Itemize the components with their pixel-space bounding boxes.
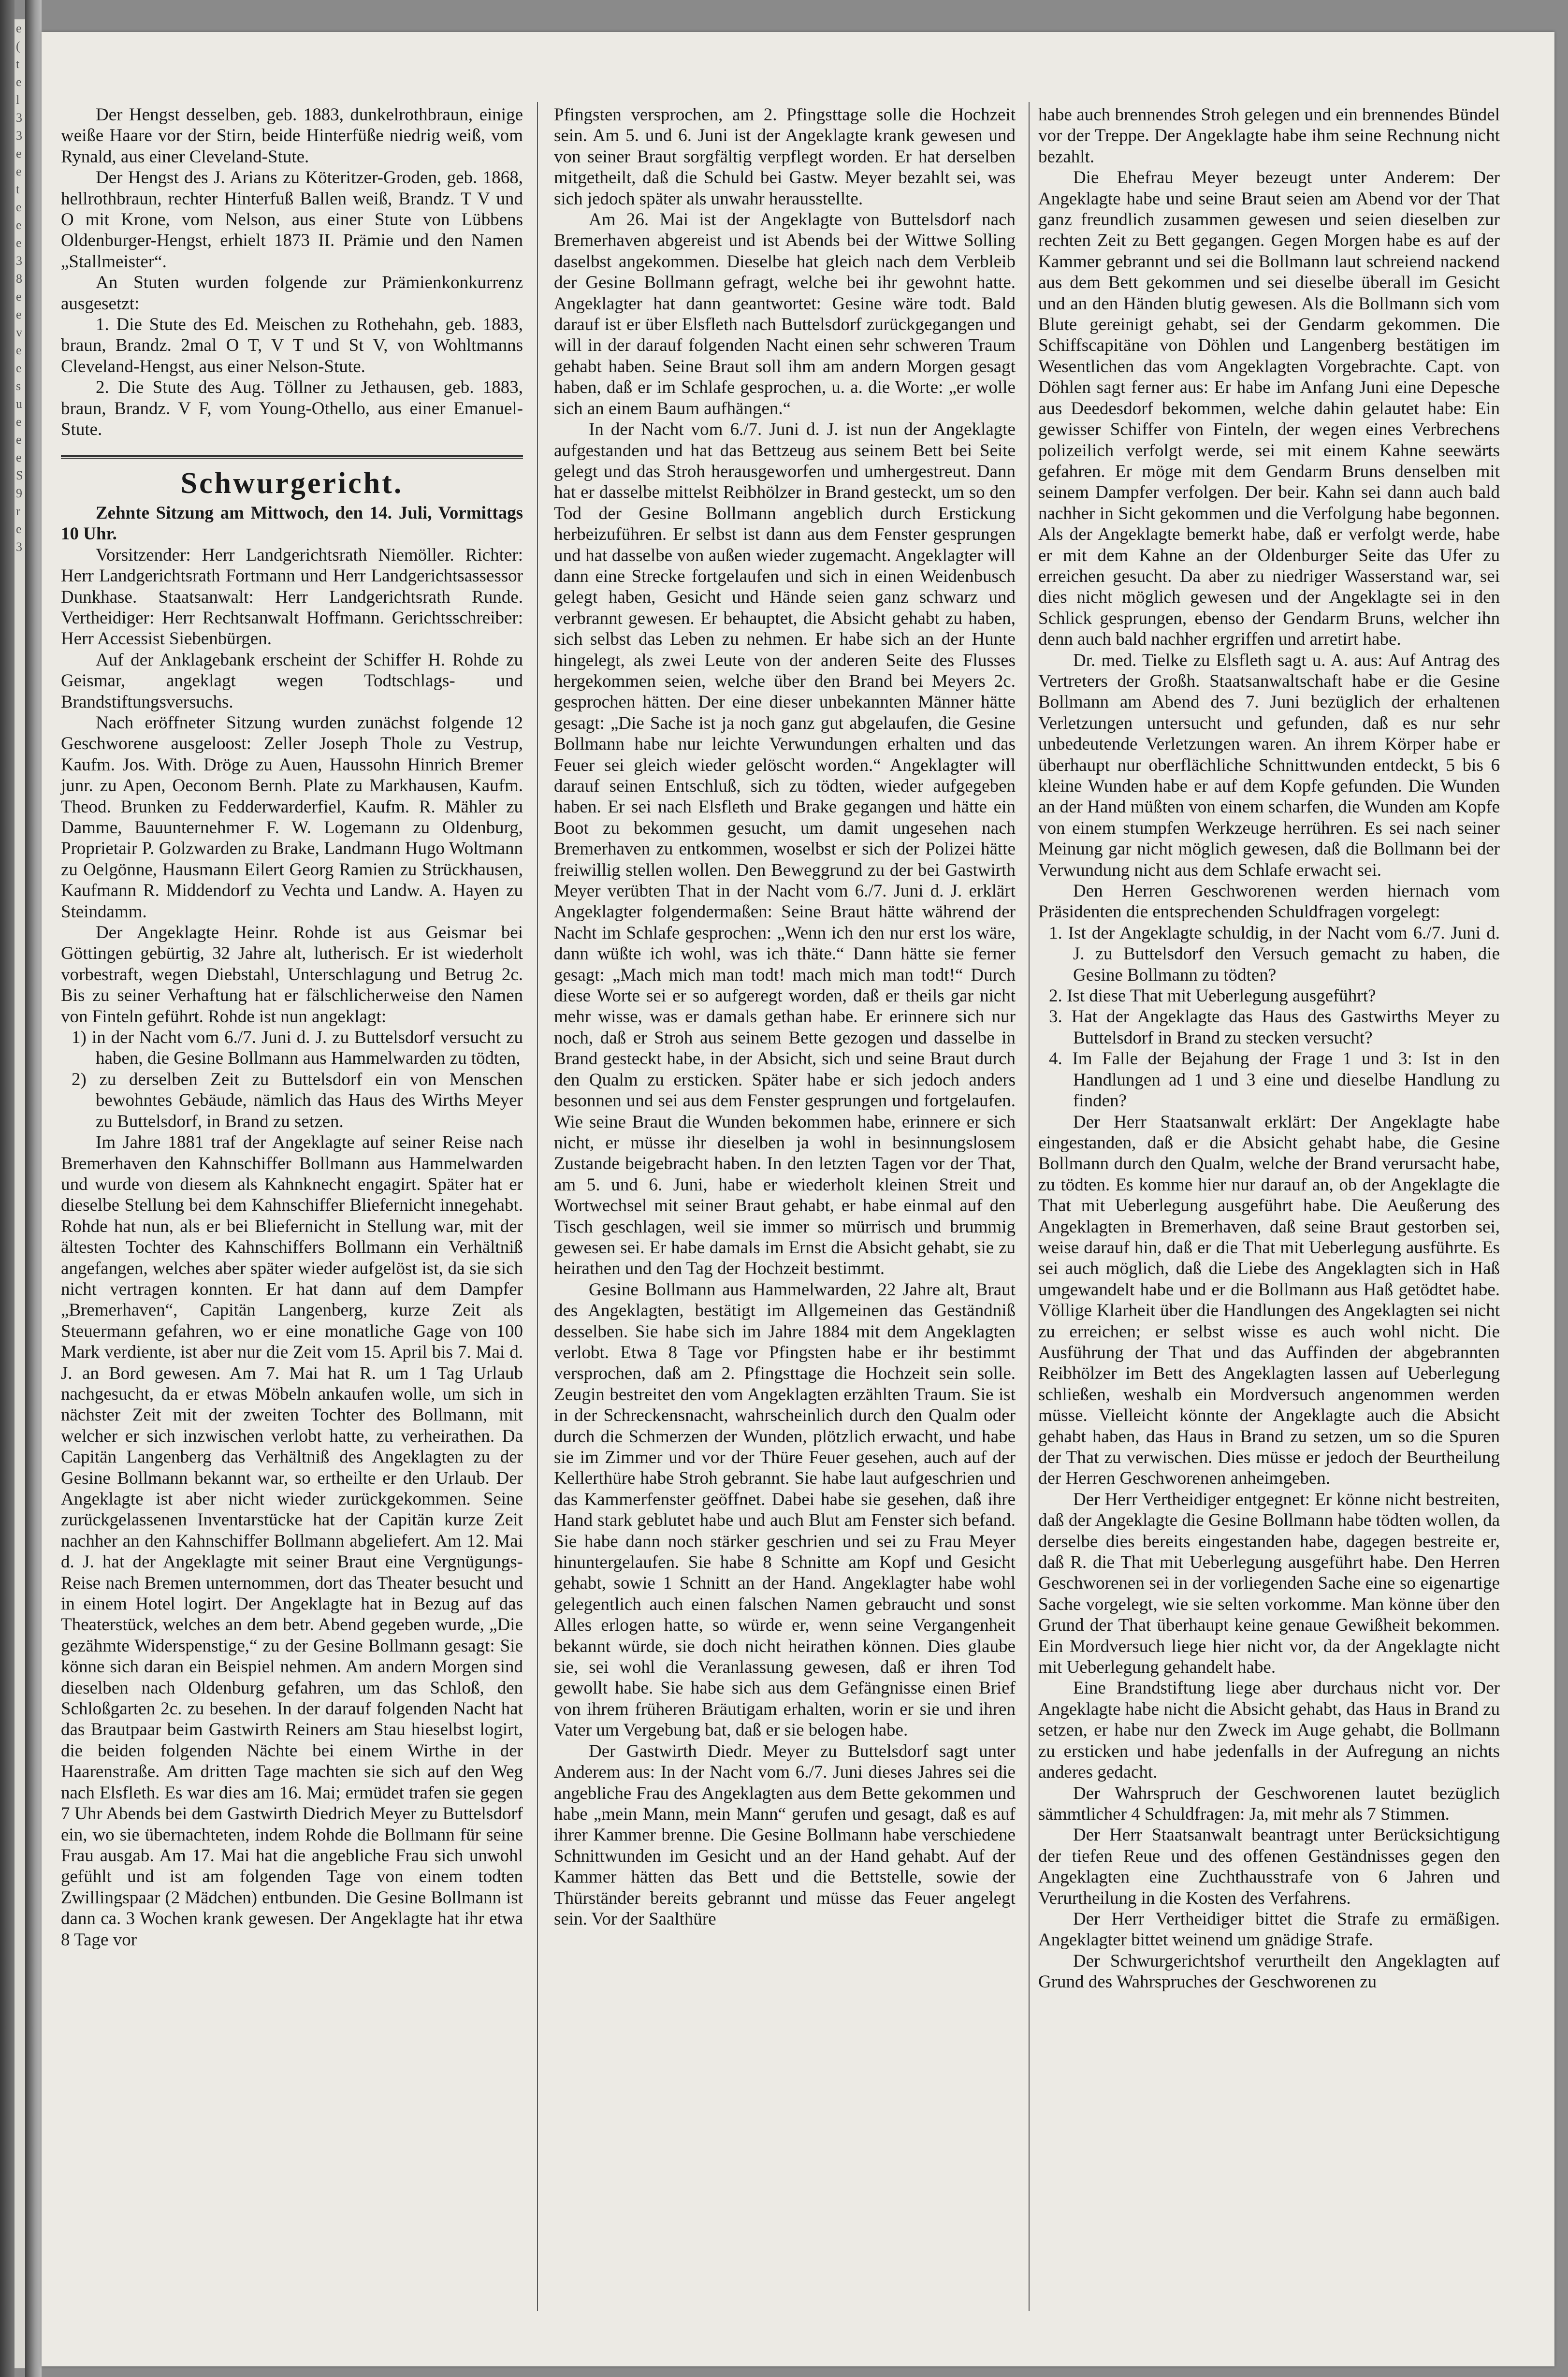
column-rule [1029,102,1030,2311]
page-gutter [25,0,42,2377]
session-line: Zehnte Sitzung am Mittwoch, den 14. Juli, Vormittags 10 Uhr. [61,503,523,544]
margin-fragment: r [16,504,20,518]
paragraph: Der Herr Vertheidiger bittet die Strafe zu ermäßigen. Angeklagter bittet weinend um gnädige Strafe. [1038,1909,1500,1950]
paragraph: Der Angeklagte Heinr. Rohde ist aus Geismar bei Göttingen gebürtig, 32 Jahre alt, lutherisch. Er ist wiederholt vorbestraft, wegen Diebstahl, Unterschlagung und Betrug 2c. Bis zu seiner Verhaftung hat er fälschlicherweise den Namen von Finteln geführt. Rohde ist nun angeklagt: [61,923,523,1027]
paragraph: Nach eröffneter Sitzung wurden zunächst folgende 12 Geschworene ausgeloost: Zeller Joseph Thole zu Vestrup, Kaufm. Jos. With. Dröge zu Auen, Haussohn Hinrich Bremer junr. zu Apen, Oeconom Bernh. Plate zu Markhausen, Kaufm. Theod. Brunken zu Fedderwarderfiel, Kaufm. R. Mähler zu Damme, Bauunternehmer F. W. Logemann zu Oldenburg, Proprietair P. Golzwarden zu Brake, Landmann Hugo Woltmann zu Oelgönne, Hausmann Eilert Georg Ramien zu Strückhausen, Kaufmann R. Middendorf zu Vechta und Landw. A. Hayen zu Steindamm. [61,712,523,922]
margin-fragment: e [16,290,22,304]
margin-fragment: 3 [16,129,22,143]
margin-fragment: s [16,379,21,393]
paragraph: 1. Die Stute des Ed. Meischen zu Rothehahn, geb. 1883, braun, Brandz. 2mal O T, V T und St V, von Wohltmanns Cleveland-Hengst, aus einer Nelson-Stute. [61,315,523,377]
margin-fragment: e [16,343,22,357]
paragraph: Der Wahrspruch der Geschworenen lautet bezüglich sämmtlicher 4 Schuldfragen: Ja, mit mehr als 7 Stimmen. [1038,1783,1500,1824]
paragraph: Der Herr Staatsanwalt erklärt: Der Angeklagte habe eingestanden, daß er die Absicht gehabt habe, die Gesine Bollmann durch den Qualm, welche der Brand verursacht habe, zu tödten. Es komme hier nur darauf an, ob der Angeklagte die That mit Ueberlegung ausgeführt habe. Die Aeußerung des Angeklagten in Bremerhaven, daß seine Braut gestorben sei, weise darauf hin, daß er die That mit Ueberlegung ausführte. Es sei auch möglich, daß die Liebe des Angeklagten sich in Haß umgewandelt habe und er die Bollmann aus Haß getödtet habe. Völlige Klarheit über die Handlungen des Angeklagten sei nicht zu erreichen; er selbst wisse es auch wohl nicht. Die Ausführung der That und das Auffinden der abgebrannten Reibhölzer im Bett des Angeklagten lassen auf Ueberlegung schließen, weshalb ein Mordversuch angenommen werden müsse. Vielleicht könnte der Angeklagte auch die Absicht gehabt haben, das Haus in Brand zu setzen, um so die Spuren der That zu verwischen. Dies müsse er jedoch der Beurtheilung der Herren Geschworenen anheimgeben. [1038,1112,1500,1489]
paragraph: Der Herr Vertheidiger entgegnet: Er könne nicht bestreiten, daß der Angeklagte die Gesine Bollmann habe tödten wollen, da derselbe dies bereits eingestanden habe, dagegen bestreite er, daß R. die That mit Ueberlegung ausgeführt habe. Den Herren Geschworenen sei in der vorliegenden Sache eine so eigenartige Sache vorgelegt, wie sie selten vorkomme. Man könne über den Grund der That überhaupt keine genaue Gewißheit bekommen. Ein Mordversuch liege hier nicht vor, da der Angeklagte nicht mit Ueberlegung gehandelt habe. [1038,1489,1500,1678]
margin-fragment: u [16,397,22,411]
question-item: 1. Ist der Angeklagte schuldig, in der Nacht vom 6./7. Juni d. J. zu Buttelsdorf den Versuch gemacht zu haben, die Gesine Bollmann zu tödten? [1049,923,1500,985]
margin-fragment: e [16,164,22,178]
margin-fragment: 3 [16,254,22,268]
paragraph: Im Jahre 1881 traf der Angeklagte auf seiner Reise nach Bremerhaven den Kahnschiffer Bollmann aus Hammelwarden und wurde von diesem als Kahnknecht engagirt. Später hat er dieselbe Stellung bei dem Kahnschiffer Bliefernicht innegehabt. Rohde hat nun, als er bei Bliefernicht in Stellung war, mit der ältesten Tochter des Kahnschiffers Bollmann ein Verhältniß angefangen, welches aber später wieder aufgelöst ist, da sie sich nicht vertragen konnten. Er hat dann auf dem Dampfer „Bremerhaven“, Capitän Langenberg, kurze Zeit als Steuermann gefahren, wo er eine monatliche Gage von 100 Mark verdiente, ist aber nur die Zeit vom 15. April bis 7. Mai d. J. an Bord gewesen. Am 7. Mai hat R. um 1 Tag Urlaub nachgesucht, da er etwas Möbeln ankaufen wolle, um sich in nächster Zeit mit der zweiten Tochter des Bollmann, mit welcher er sich inzwischen verlobt hatte, zu verheirathen. Da Capitän Langenberg das Verhältniß des Angeklagten zu der Gesine Bollmann bekannt war, so ertheilte er den Urlaub. Der Angeklagte ist aber nicht wieder zurückgekommen. Seine zurückgelassenen Inventarstücke hat der Capitän kurze Zeit nachher an den Kahnschiffer Bollmann abgeliefert. Am 12. Mai d. J. hat der Angeklagte mit seiner Braut eine Vergnügungs-Reise nach Bremen unternommen, dort das Theater besucht und in einem Hotel logirt. Der Angeklagte hat in Bezug auf das Theaterstück, welches an dem betr. Abend gegeben wurde, „Die gezähmte Widerspenstige,“ zu der Gesine Bollmann gesagt: Sie könne sich daran ein Beispiel nehmen. Am andern Morgen sind dieselben nach Oldenburg gefahren, um das Schloß, den Schloßgarten 2c. zu besehen. In der darauf folgenden Nacht hat das Brautpaar beim Gastwirth Reiners am Stau hieselbst logirt, die beiden folgenden Nächte bei einem Wirthe in der Haarenstraße. Am dritten Tage machten sie sich auf den Weg nach Elsfleth. Es war dies am 16. Mai; ermüdet trafen sie gegen 7 Uhr Abends bei dem Gastwirth Diedrich Meyer zu Buttelsdorf ein, wo sie übernachteten, indem Rohde die Bollmann für seine Frau ausgab. Am 17. Mai hat die angebliche Frau sich unwohl gefühlt und ist am folgenden Tage von einem todten Zwillingspaar (2 Mädchen) entbunden. Die Gesine Bollmann ist dann ca. 3 Wochen krank gewesen. Der Angeklagte hat ihr etwa 8 Tage vor [61,1132,523,1950]
paragraph: Den Herren Geschworenen werden hiernach vom Präsidenten die entsprechenden Schuldfragen vorgelegt: [1038,881,1500,922]
margin-fragment: e [16,522,22,536]
column-rule [537,102,538,2311]
charge-item: 2) zu derselben Zeit zu Buttelsdorf ein von Menschen bewohntes Gebäude, nämlich das Haus des Wirths Meyer zu Buttelsdorf, in Brand zu setzen. [72,1069,523,1131]
paragraph: habe auch brennendes Stroh gelegen und ein brennendes Bündel vor der Treppe. Der Angeklagte habe ihm seine Rechnung nicht bezahlt. [1038,105,1500,167]
paragraph: Der Gastwirth Diedr. Meyer zu Buttelsdorf sagt unter Anderem aus: In der Nacht vom 6./7. Juni dieses Jahres sei die angebliche Frau des Angeklagten aus dem Bette gekommen und habe „mein Mann, mein Mann“ gerufen und gesagt, daß es auf ihrer Kammer brenne. Die Gesine Bollmann habe verschiedene Schnittwunden im Gesicht und an der Hand gehabt. Auf der Kammer hätten das Bett und die Bettstelle, sowie der Thürständer bereits gebrannt und müsse das Feuer angelegt sein. Vor der Saalthüre [554,1741,1016,1929]
margin-fragment: e [16,236,22,250]
margin-fragment: e [16,75,22,89]
paragraph: Am 26. Mai ist der Angeklagte von Buttelsdorf nach Bremerhaven abgereist und ist Abends bei der Wittwe Solling daselbst angekommen. Dieselbe hat gleich nach dem Verbleib der Gesine Bollmann gefragt, welche bei ihr gewohnt hatte. Angeklagter hat dann geantwortet: Gesine wäre todt. Bald darauf ist er über Elsfleth nach Buttelsdorf zurückgegangen und will in der darauf folgenden Nacht einen sehr schweren Traum gehabt haben. Seine Braut soll ihm am andern Morgen gesagt haben, daß er im Schlafe gesprochen, u. a. die Worte: „er wolle sich an einem Baum aufhängen.“ [554,210,1016,419]
margin-fragment: t [16,182,20,196]
margin-fragment: t [16,57,20,71]
margin-fragment: e [16,218,22,232]
paragraph: Auf der Anklagebank erscheint der Schiffer H. Rohde zu Geismar, angeklagt wegen Todtschlags- und Brandstiftungsversuchs. [61,650,523,712]
margin-fragment: 9 [16,486,22,500]
question-item: 3. Hat der Angeklagte das Haus des Gastwirths Meyer zu Buttelsdorf in Brand zu stecken versucht? [1049,1007,1500,1048]
paragraph: Der Schwurgerichtshof verurtheilt den Angeklagten auf Grund des Wahrspruches der Geschworenen zu [1038,1951,1500,1992]
margin-fragment: ( [16,39,20,53]
margin-fragment: S [16,468,23,482]
margin-fragment: e [16,450,22,464]
newspaper-page [42,32,1554,2366]
margin-fragment: e [16,307,22,321]
paragraph: In der Nacht vom 6./7. Juni d. J. ist nun der Angeklagte aufgestanden und hat das Bettzeug aus seinem Bett bei Seite gelegt und das Stroh herausgeworfen und umhergestreut. Dann hat er dasselbe mittelst Reibhölzer in Brand gesteckt, um so den Tod der Gesine Bollmann angeblich durch Erstickung herbeizuführen. Er selbst ist dann aus dem Fenster gesprungen und hat dasselbe von außen wieder zugemacht. Angeklagter will dann eine Strecke fortgelaufen und sich in einen Weidenbusch gelegt haben, Gesicht und Hände seien ganz schwarz und verbrannt gewesen. Er behauptet, die Absicht gehabt zu haben, sich selbst das Leben zu nehmen. Er habe sich an der Hunte hingelegt, als zwei Leute von der anderen Seite des Flusses hergekommen seien, welche über den Brand bei Meyers 2c. gesprochen hätten. Der eine dieser unbekannten Männer hätte gesagt: „Die Sache ist ja noch ganz gut abgelaufen, die Gesine Bollmann habe nur leichte Verwundungen erhalten und das Feuer sei gleich wieder gelöscht worden.“ Angeklagter will darauf seinen Entschluß, sich zu tödten, wieder aufgegeben haben. Er sei nach Elsfleth und Brake gegangen und hätte ein Boot zu bekommen gesucht, um damit ungesehen nach Bremerhaven zu entkommen, woselbst er sich der Polizei hätte freiwillig stellen wollen. Den Beweggrund zu der bei Gastwirth Meyer verübten That in der Nacht vom 6./7. Juni d. J. erklärt Angeklagter folgendermaßen: Seine Braut hätte während der Nacht im Schlafe gesprochen: „Wenn ich den nur erst los wäre, dann wüßte ich wohl, was ich thäte.“ Dann hätte sie ferner gesagt: „Mach mich man todt! mach mich man todt!“ Durch diese Worte sei er so aufgeregt worden, daß er theils gar nicht mehr wisse, was er damals gethan habe. Er erinnere sich nur noch, daß er Stroh aus seinem Bette gezogen und dasselbe in Brand gesteckt habe, in der Absicht, sich und seine Braut durch den Qualm zu ersticken. Später habe er sich jedoch anders besonnen und sei aus dem Fenster gesprungen und fortgelaufen. Wie seine Braut die Wunden bekommen habe, erinnere er sich nicht, er müsse ihr dieselben ja wohl in besinnungslosem Zustande beigebracht haben. In den letzten Tagen vor der That, am 5. und 6. Juni, habe er wiederholt kleinen Streit und Wortwechsel mit seiner Braut gehabt, er habe einmal auf den Tisch geschlagen, weil sie immer so mürrisch und brummig gewesen sei. Er habe damals im Ernst die Absicht gehabt, sie zu heirathen und den Tag der Hochzeit bestimmt. [554,420,1016,1279]
margin-fragment: v [16,325,22,339]
column-2 [554,104,1016,1929]
margin-fragment: e [16,21,22,35]
paragraph: Gesine Bollmann aus Hammelwarden, 22 Jahre alt, Braut des Angeklagten, bestätigt im Allgemeinen das Geständniß desselben. Sie habe sich im Jahre 1884 mit dem Angeklagten verlobt. Etwa 8 Tage vor Pfingsten habe er ihr bestimmt versprochen, daß am 2. Pfingsttage die Hochzeit sein solle. Zeugin bestreitet den vom Angeklagten erzählten Traum. Sie ist in der Schreckensnacht, wahrscheinlich durch den Qualm oder durch die Schmerzen der Wunden, plötzlich erwacht, und habe sie im Zimmer und vor der Thüre Feuer gesehen, auch auf der Kellerthüre habe Stroh gebrannt. Sie habe laut aufgeschrien und das Kammerfenster geöffnet. Dabei habe sie gesehen, daß ihre Hand stark geblutet habe und auch Blut am Fenster sich befand. Sie habe dann noch stärker geschrien und sei zu Frau Meyer hinuntergelaufen. Sie habe 8 Schnitte am Kopf und Gesicht gehabt, sowie 1 Schnitt an der Hand. Angeklagter habe wohl gelegentlich auch einen falschen Namen gebraucht und sonst Alles erlogen hatte, so würde er, wenn seine Vergangenheit bekannt würde, sie doch nicht heirathen können. Dies glaube sie, sei wohl die Veranlassung gewesen, daß er ihren Tod gewollt habe. Sie habe sich aus dem Gefängnisse einen Brief von ihrem früheren Bräutigam erhalten, worin er sie und ihren Vater um Vergebung bat, daß er sie belogen habe. [554,1279,1016,1740]
column-3 [1038,104,1500,1993]
scanner-edge [0,0,15,2377]
paragraph: Eine Brandstiftung liege aber durchaus nicht vor. Der Angeklagte habe nicht die Absicht gehabt, das Haus in Brand zu setzen, er habe nur den Zweck im Auge gehabt, die Bollmann zu ersticken und habe jedenfalls in der Aufregung an nichts anderes gedacht. [1038,1678,1500,1783]
margin-fragment: e [16,433,22,447]
margin-fragment: e [16,415,22,429]
margin-fragment: e [16,200,22,214]
margin-fragment: 3 [16,111,22,125]
previous-page-margin [15,19,25,2368]
margin-fragment: 8 [16,272,22,286]
section-rule [61,455,523,457]
paragraph: Vorsitzender: Herr Landgerichtsrath Niemöller. Richter: Herr Landgerichtsrath Fortmann und Herr Landgerichtsassessor Dunkhase. Staatsanwalt: Herr Landgerichtsrath Runde. Vertheidiger: Herr Rechtsanwalt Hoffmann. Gerichtsschreiber: Herr Accessist Siebenbürgen. [61,545,523,649]
paragraph: Der Herr Staatsanwalt beantragt unter Berücksichtigung der tiefen Reue und des offenen Geständnisses gegen den Angeklagten eine Zuchthausstrafe von 6 Jahren und Verurtheilung in die Kosten des Verfahrens. [1038,1825,1500,1908]
margin-fragment: 3 [16,540,22,554]
margin-fragment: e [16,361,22,375]
paragraph: Dr. med. Tielke zu Elsfleth sagt u. A. aus: Auf Antrag des Vertreters der Großh. Staatsanwaltschaft habe er die Gesine Bollmann am Abend des 7. Juni bezüglich der erhaltenen Verletzungen untersucht und gefunden, daß es nur sehr unbedeutende Verletzungen waren. An ihrem Körper habe er überhaupt nur oberflächliche Schnittwunden entdeckt, 5 bis 6 kleine Wunden habe er auf dem Kopfe gefunden. Die Wunden an der Hand müßten von einem scharfen, die Wunden am Kopfe von einem stumpfen Werkzeuge herrühren. Es sei nach seiner Meinung gar nicht möglich gewesen, daß die Bollmann bei der Verwundung nicht aus dem Schlafe erwacht sei. [1038,650,1500,880]
column-1 [61,104,523,1950]
paragraph: 2. Die Stute des Aug. Töllner zu Jethausen, geb. 1883, braun, Brandz. V F, vom Young-Othello, aus einer Emanuel-Stute. [61,377,523,440]
charge-item: 1) in der Nacht vom 6./7. Juni d. J. zu Buttelsdorf versucht zu haben, die Gesine Bollmann aus Hammelwarden zu tödten, [72,1028,523,1069]
paragraph: Die Ehefrau Meyer bezeugt unter Anderem: Der Angeklagte habe und seine Braut seien am Abend vor der That ganz freundlich zusammen gewesen und seien dieselben zur rechten Zeit zu Bett gegangen. Gegen Morgen habe es auf der Kammer gebrannt und sei die Bollmann laut schreiend nackend aus dem Bett gekommen und sei dieselbe überall im Gesicht und an den Händen blutig gewesen. Als die Bollmann sich vom Blute gereinigt gehabt, sei der Gendarm gekommen. Die Schiffscapitäne von Döhlen und Langenberg bestätigen im Wesentlichen das vom Angeklagten Vorgebrachte. Capt. von Döhlen sagt ferner aus: Er habe im Anfang Juni eine Depesche aus Deedesdorf bekommen, welche dahin gelautet habe: Ein gewisser Schiffer von Finteln, der wegen eines Verbrechens polizeilich verfolgt werde, sei mit einem Kahne seewärts gefahren. Er möge mit dem Gendarm Bruns denselben mit seinem Dampfer verfolgen. Der beir. Kahn sei dann auch bald nachher in Sicht gekommen und die Verfolgung habe begonnen. Als der Angeklagte bemerkt habe, daß er verfolgt werde, habe er mit dem Kahne an der Oldenburger Seite das Ufer zu erreichen gesucht. Da aber zu niedriger Wasserstand war, sei dies nicht möglich gewesen und der Angeklagte sei in den Schlick gesprungen, ebenso der Gendarm Bruns, welcher ihn denn auch bald nachher ergriffen und arretirt habe. [1038,168,1500,650]
paragraph: Pfingsten versprochen, am 2. Pfingsttage solle die Hochzeit sein. Am 5. und 6. Juni ist der Angeklagte krank gewesen und von seiner Braut sorgfältig verpflegt worden. Er hat derselben mitgetheilt, daß die Schuld bei Gastw. Meyer bezahlt sei, was sich jedoch später als unwahr herausstellte. [554,105,1016,209]
margin-fragment: l [16,93,20,107]
margin-fragment: e [16,146,22,160]
section-rule [61,458,523,459]
question-item: 2. Ist diese That mit Ueberlegung ausgeführt? [1049,986,1376,1006]
paragraph: An Stuten wurden folgende zur Prämienkonkurrenz ausgesetzt: [61,273,523,314]
paragraph: Der Hengst desselben, geb. 1883, dunkelrothbraun, einige weiße Haare vor der Stirn, beide Hinterfüße niedrig weiß, vom Rynald, aus einer Cleveland-Stute. [61,105,523,167]
question-item: 4. Im Falle der Bejahung der Frage 1 und 3: Ist in den Handlungen ad 1 und 3 eine und dieselbe Handlung zu finden? [1049,1049,1500,1111]
section-heading: Schwurgericht. [180,466,404,500]
paragraph: Der Hengst des J. Arians zu Köteritzer-Groden, geb. 1868, hellrothbraun, rechter Hinterfuß Ballen weiß, Brandz. T V und O mit Krone, vom Nelson, aus einer Stute von Lübbens Oldenburger-Hengst, erhielt 1873 II. Prämie und den Namen „Stallmeister“. [61,168,523,272]
